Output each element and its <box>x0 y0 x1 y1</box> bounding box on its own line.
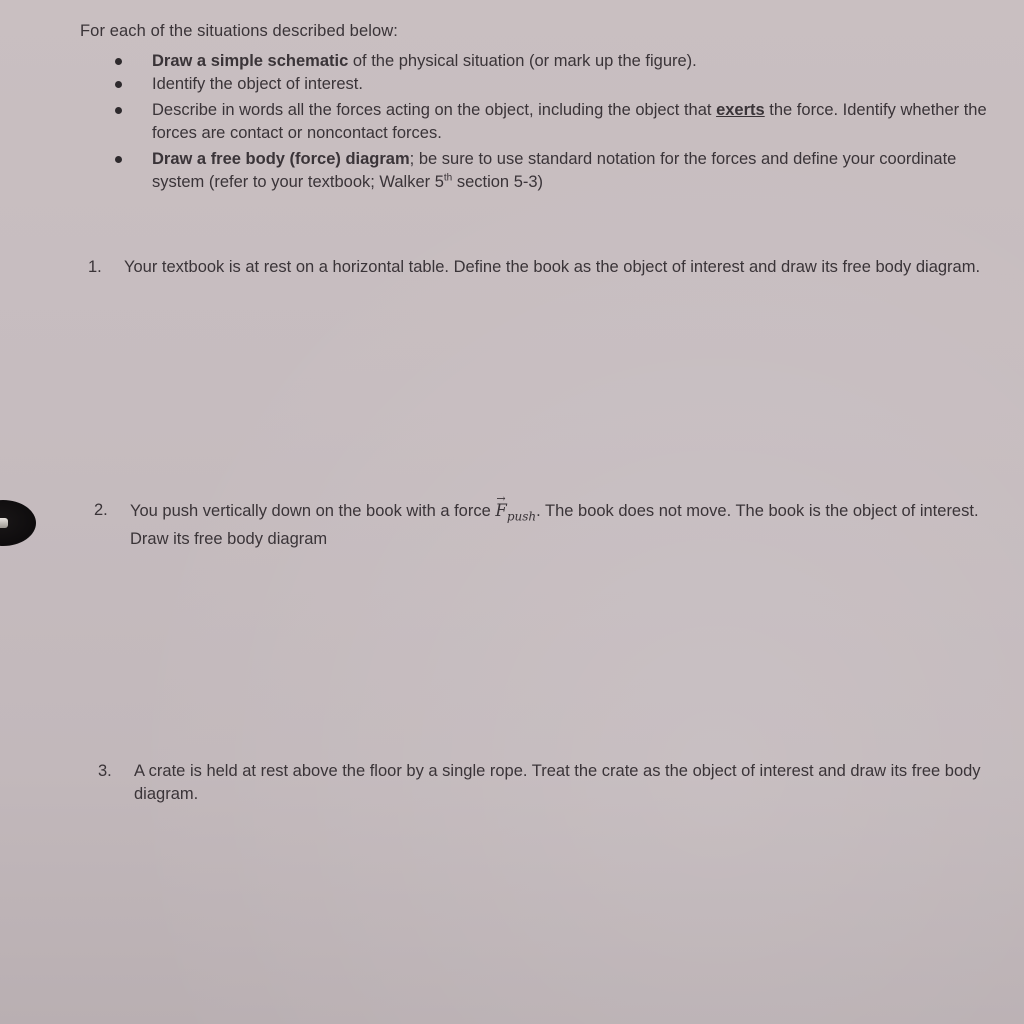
instruction-item-fbd <box>110 148 990 194</box>
instruction-item-forces <box>110 99 990 145</box>
instruction-bold-text: Draw a free body (force) diagram <box>152 150 410 168</box>
instructions-intro: For each of the situations described below: <box>80 22 398 40</box>
ordinal-superscript: th <box>443 172 453 184</box>
bullet-icon <box>115 81 122 88</box>
force-subscript: push <box>506 509 537 524</box>
question-text: A crate is held at rest above the floor by a single rope. Treat the crate as the object of interest and draw its free body diagram. <box>134 762 981 803</box>
instruction-item-object <box>110 73 990 96</box>
question-text: Your textbook is at rest on a horizontal table. Define the book as the object of interest and draw its free body diagram. <box>124 258 981 276</box>
instruction-text: Identify the object of interest. <box>152 75 363 93</box>
bullet-icon <box>115 107 122 114</box>
instruction-text: the force. Identify whether the forces are contact or noncontact forces. <box>152 101 987 142</box>
question-3 <box>98 760 994 806</box>
question-number: 3. <box>98 762 112 780</box>
instructions-list <box>110 50 990 194</box>
bullet-icon <box>115 58 122 65</box>
binder-ring-icon <box>0 500 36 546</box>
instruction-item-schematic <box>110 50 990 73</box>
instruction-text: ; be sure to use standard notation for the forces and define your coordinate system (refer to your textbook; Walker 5 <box>152 150 957 191</box>
force-vector-symbol: → F <box>495 499 506 522</box>
question-1 <box>88 256 1004 279</box>
question-number: 1. <box>88 258 102 276</box>
question-text: You push vertically down on the book with a force <box>130 502 496 520</box>
question-text: . The book does not move. The book is the object of interest. Draw its free body diagram <box>130 502 979 549</box>
instruction-text: section 5-3) <box>452 173 544 191</box>
instruction-underlined-text: exerts <box>716 101 765 119</box>
instruction-bold-text: Draw a simple schematic <box>152 52 349 70</box>
question-number: 2. <box>94 501 108 519</box>
bullet-icon <box>115 156 122 163</box>
force-push-symbol <box>495 501 537 524</box>
instruction-text: of the physical situation (or mark up the figure). <box>348 52 697 70</box>
question-2 <box>94 499 1010 551</box>
instruction-text: Describe in words all the forces acting on the object, including the object that <box>152 101 717 119</box>
